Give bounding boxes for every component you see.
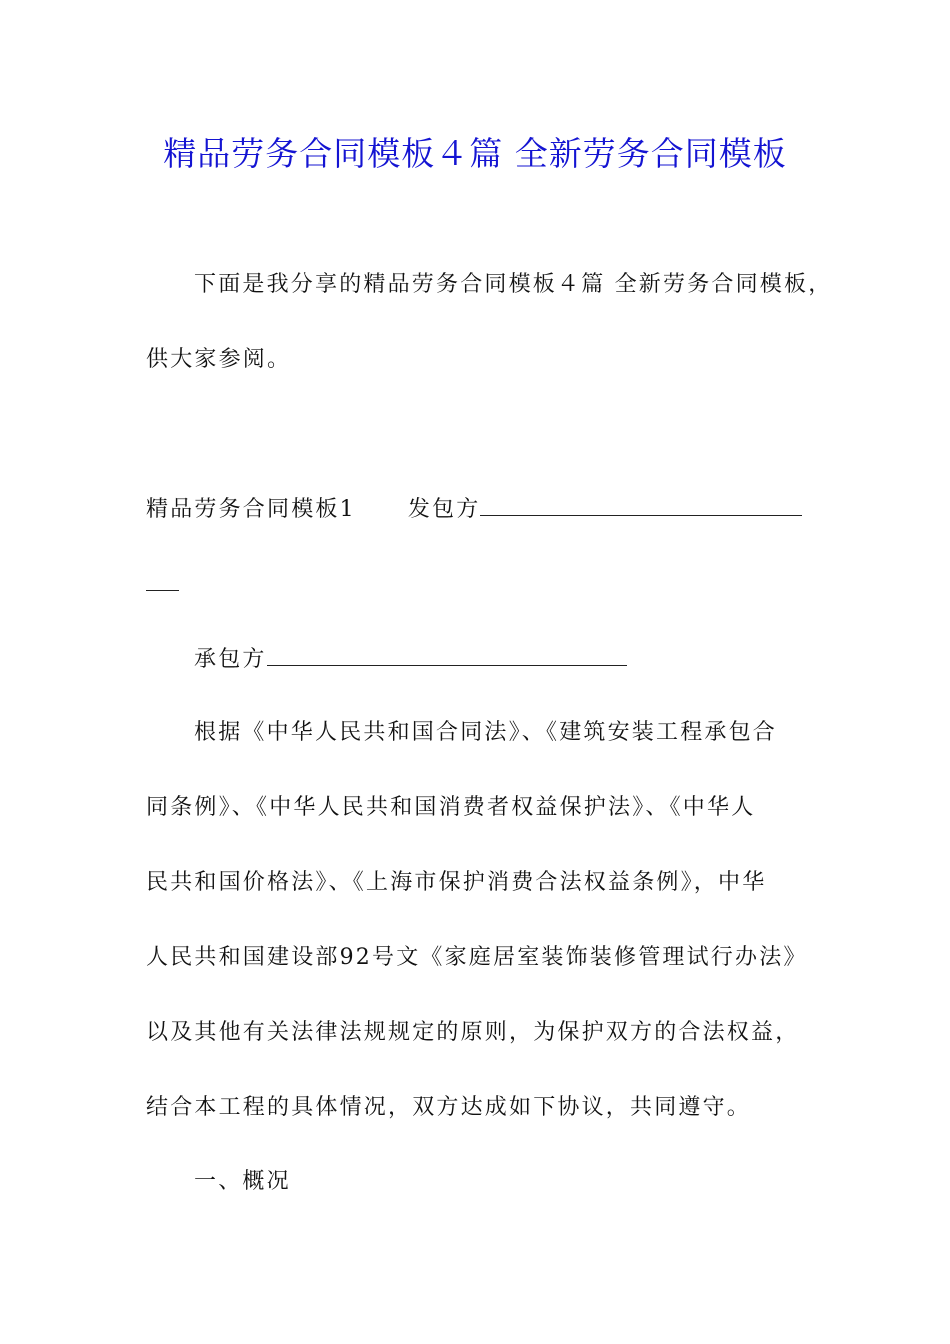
body-line-6: 结合本工程的具体情况，双方达成如下协议，共同遵守。 (146, 1095, 752, 1120)
party-b-label: 承包方 (194, 647, 267, 672)
party-b-blank (267, 645, 627, 666)
body-line-1: 根据《中华人民共和国合同法》、《建筑安装工程承包合 (194, 720, 778, 745)
outline-item-1: 一、概况 (194, 1169, 291, 1194)
party-a-blank-continuation (146, 570, 179, 600)
party-a-label: 发包方 (407, 497, 481, 522)
party-a-blank (480, 495, 802, 516)
body-line-2: 同条例》、《中华人民共和国消费者权益保护法》、《中华人 (146, 795, 756, 820)
section1-heading: 精品劳务合同模板1 (146, 497, 356, 522)
document-title: 精品劳务合同模板４篇 全新劳务合同模板 (163, 134, 787, 173)
party-a-blank-tail (146, 570, 179, 591)
body-line-3: 民共和国价格法》、《上海市保护消费合法权益条例》，中华 (146, 870, 767, 895)
section1-heading-line (146, 495, 802, 525)
party-b-line (194, 645, 627, 675)
intro-line-2: 供大家参阅。 (146, 347, 292, 372)
body-line-5: 以及其他有关法律法规规定的原则，为保护双方的合法权益， (146, 1020, 800, 1045)
intro-line-1: 下面是我分享的精品劳务合同模板４篇 全新劳务合同模板， (194, 272, 833, 297)
body-line-4: 人民共和国建设部92号文《家庭居室装饰装修管理试行办法》 (146, 945, 808, 970)
